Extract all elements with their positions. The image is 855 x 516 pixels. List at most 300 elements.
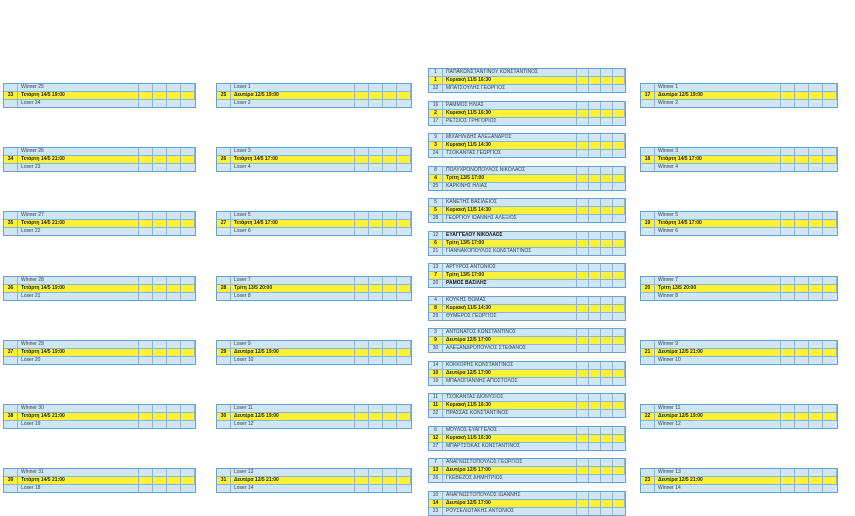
score-cell bbox=[577, 110, 589, 118]
score-cell bbox=[601, 492, 613, 500]
score-cell bbox=[613, 118, 625, 125]
score-cell bbox=[809, 84, 823, 92]
score-cell bbox=[613, 410, 625, 417]
player-bottom: ΚΑΡΚΙΝΗΣ ΗΛΙΑΣ bbox=[443, 183, 577, 190]
score-cell bbox=[589, 110, 601, 118]
score-cell bbox=[355, 164, 369, 171]
score-cell bbox=[795, 156, 809, 164]
winner-round-match-22 bbox=[640, 404, 838, 429]
seed-number: 17 bbox=[429, 118, 443, 125]
score-cell bbox=[139, 477, 153, 485]
score-cell bbox=[369, 405, 383, 413]
score-cell bbox=[795, 485, 809, 492]
score-cell bbox=[383, 485, 397, 492]
score-cell bbox=[601, 215, 613, 222]
slot-top: Winner 31 bbox=[18, 469, 139, 477]
match-time: Τετάρτη 14/5 21:00 bbox=[18, 220, 139, 228]
score-cell bbox=[577, 102, 589, 110]
score-cell bbox=[781, 164, 795, 171]
score-cell bbox=[383, 421, 397, 428]
score-cell bbox=[589, 305, 601, 313]
empty-cell bbox=[641, 485, 655, 492]
score-cell bbox=[601, 77, 613, 85]
seed-number: 3 bbox=[429, 329, 443, 337]
score-cell bbox=[781, 220, 795, 228]
seed-number: 28 bbox=[429, 215, 443, 222]
score-cell bbox=[613, 378, 625, 385]
score-cell bbox=[601, 402, 613, 410]
round1-match-5 bbox=[428, 198, 626, 223]
score-cell bbox=[601, 345, 613, 352]
match-number: 34 bbox=[4, 156, 18, 164]
score-cell bbox=[397, 341, 411, 349]
score-cell bbox=[181, 477, 195, 485]
score-cell bbox=[153, 421, 167, 428]
score-cell bbox=[809, 164, 823, 171]
score-cell bbox=[601, 435, 613, 443]
consolation-match-34 bbox=[3, 147, 196, 172]
score-cell bbox=[589, 329, 601, 337]
score-cell bbox=[167, 92, 181, 100]
loser-round-match-31 bbox=[216, 468, 412, 493]
score-cell bbox=[601, 85, 613, 92]
score-cell bbox=[577, 475, 589, 482]
score-cell bbox=[589, 240, 601, 248]
score-cell bbox=[589, 410, 601, 417]
score-cell bbox=[795, 220, 809, 228]
score-cell bbox=[181, 357, 195, 364]
score-cell bbox=[153, 469, 167, 477]
score-cell bbox=[589, 492, 601, 500]
score-cell bbox=[589, 142, 601, 150]
score-cell bbox=[397, 469, 411, 477]
empty-cell bbox=[217, 228, 231, 235]
score-cell bbox=[181, 405, 195, 413]
slot-top: Winner 29 bbox=[18, 341, 139, 349]
score-cell bbox=[397, 100, 411, 107]
score-cell bbox=[383, 84, 397, 92]
seed-number: 30 bbox=[429, 345, 443, 352]
score-cell bbox=[369, 477, 383, 485]
score-cell bbox=[795, 469, 809, 477]
score-cell bbox=[397, 485, 411, 492]
score-cell bbox=[613, 248, 625, 255]
loser-round-match-28 bbox=[216, 276, 412, 301]
score-cell bbox=[577, 280, 589, 287]
score-cell bbox=[181, 148, 195, 156]
slot-bottom: Loser 10 bbox=[231, 357, 355, 364]
loser-round-match-30 bbox=[216, 404, 412, 429]
score-cell bbox=[823, 293, 837, 300]
score-cell bbox=[383, 212, 397, 220]
score-cell bbox=[601, 467, 613, 475]
score-cell bbox=[139, 349, 153, 357]
seed-number: 13 bbox=[429, 264, 443, 272]
score-cell bbox=[355, 156, 369, 164]
player-top: ΜΙΧΑΗΛΙΔΗΣ ΑΛΕΞΑΝΔΡΟΣ bbox=[443, 134, 577, 142]
winner-round-match-21 bbox=[640, 340, 838, 365]
score-cell bbox=[781, 277, 795, 285]
score-cell bbox=[153, 485, 167, 492]
slot-bottom: Winner 12 bbox=[655, 421, 781, 428]
slot-bottom: Loser 22 bbox=[18, 228, 139, 235]
player-bottom: ΓΚΕΒΕΖΟΣ ΔΗΜΗΤΡΙΟΣ bbox=[443, 475, 577, 482]
slot-bottom: Loser 6 bbox=[231, 228, 355, 235]
match-number: 6 bbox=[429, 240, 443, 248]
score-cell bbox=[613, 329, 625, 337]
loser-round-match-25 bbox=[216, 83, 412, 108]
score-cell bbox=[397, 156, 411, 164]
player-bottom: ΘΥΜΕΡΟΣ ΓΕΩΡΓΙΟΣ bbox=[443, 313, 577, 320]
match-time: Δευτέρα 12/5 19:00 bbox=[231, 413, 355, 421]
player-top: ΠΟΛΥΧΡΟΝΟΠΟΥΛΟΣ ΝΙΚΟΛΑΟΣ bbox=[443, 167, 577, 175]
slot-top: Loser 9 bbox=[231, 341, 355, 349]
score-cell bbox=[369, 212, 383, 220]
seed-number: 26 bbox=[429, 475, 443, 482]
slot-top: Winner 5 bbox=[655, 212, 781, 220]
score-cell bbox=[613, 232, 625, 240]
score-cell bbox=[383, 285, 397, 293]
score-cell bbox=[781, 341, 795, 349]
empty-cell bbox=[4, 164, 18, 171]
match-time: Δευτέρα 12/5 19:00 bbox=[655, 92, 781, 100]
score-cell bbox=[613, 435, 625, 443]
score-cell bbox=[369, 413, 383, 421]
player-top: ΚΟΚΚΟΡΗΣ ΚΩΝΣΤΑΝΤΙΝΟΣ bbox=[443, 362, 577, 370]
score-cell bbox=[577, 134, 589, 142]
match-time: Δευτέρα 12/5 19:00 bbox=[231, 349, 355, 357]
score-cell bbox=[823, 212, 837, 220]
empty-cell bbox=[641, 357, 655, 364]
score-cell bbox=[577, 183, 589, 190]
score-cell bbox=[167, 469, 181, 477]
slot-bottom: Winner 6 bbox=[655, 228, 781, 235]
score-cell bbox=[601, 183, 613, 190]
score-cell bbox=[369, 421, 383, 428]
empty-cell bbox=[4, 212, 18, 220]
score-cell bbox=[601, 443, 613, 450]
score-cell bbox=[369, 164, 383, 171]
score-cell bbox=[601, 427, 613, 435]
match-number: 37 bbox=[4, 349, 18, 357]
seed-number: 29 bbox=[429, 313, 443, 320]
score-cell bbox=[355, 277, 369, 285]
seed-number: 23 bbox=[429, 508, 443, 515]
score-cell bbox=[355, 84, 369, 92]
score-cell bbox=[589, 264, 601, 272]
slot-top: Winner 27 bbox=[18, 212, 139, 220]
score-cell bbox=[369, 285, 383, 293]
match-time: Τρίτη 13/5 17:00 bbox=[443, 175, 577, 183]
score-cell bbox=[601, 313, 613, 320]
match-number: 1 bbox=[429, 77, 443, 85]
score-cell bbox=[397, 212, 411, 220]
score-cell bbox=[577, 370, 589, 378]
score-cell bbox=[167, 156, 181, 164]
score-cell bbox=[795, 277, 809, 285]
empty-cell bbox=[217, 164, 231, 171]
empty-cell bbox=[217, 100, 231, 107]
score-cell bbox=[153, 285, 167, 293]
score-cell bbox=[577, 443, 589, 450]
score-cell bbox=[589, 475, 601, 482]
score-cell bbox=[139, 212, 153, 220]
match-number: 7 bbox=[429, 272, 443, 280]
slot-top: Winner 1 bbox=[655, 84, 781, 92]
match-time: Δευτέρα 12/5 17:00 bbox=[443, 467, 577, 475]
score-cell bbox=[577, 492, 589, 500]
score-cell bbox=[781, 285, 795, 293]
score-cell bbox=[823, 421, 837, 428]
loser-round-match-27 bbox=[216, 211, 412, 236]
slot-top: Winner 9 bbox=[655, 341, 781, 349]
score-cell bbox=[181, 421, 195, 428]
empty-cell bbox=[641, 84, 655, 92]
empty-cell bbox=[217, 421, 231, 428]
slot-bottom: Winner 8 bbox=[655, 293, 781, 300]
match-time: Δευτέρα 12/5 21:00 bbox=[655, 349, 781, 357]
score-cell bbox=[589, 313, 601, 320]
match-time: Τετάρτη 14/5 17:00 bbox=[655, 220, 781, 228]
score-cell bbox=[181, 164, 195, 171]
score-cell bbox=[823, 477, 837, 485]
score-cell bbox=[809, 405, 823, 413]
score-cell bbox=[397, 293, 411, 300]
score-cell bbox=[613, 459, 625, 467]
score-cell bbox=[613, 313, 625, 320]
score-cell bbox=[369, 84, 383, 92]
score-cell bbox=[613, 508, 625, 515]
score-cell bbox=[589, 248, 601, 255]
score-cell bbox=[577, 118, 589, 125]
score-cell bbox=[781, 421, 795, 428]
score-cell bbox=[613, 475, 625, 482]
match-number: 19 bbox=[641, 220, 655, 228]
score-cell bbox=[167, 212, 181, 220]
score-cell bbox=[139, 92, 153, 100]
player-top: ΠΑΠΑΚΩΝΣΤΑΝΤΙΝΟΥ ΚΩΝΣΤΑΝΤΙΝΟΣ bbox=[443, 69, 577, 77]
match-time: Δευτέρα 12/5 17:00 bbox=[443, 500, 577, 508]
score-cell bbox=[153, 477, 167, 485]
score-cell bbox=[397, 477, 411, 485]
score-cell bbox=[355, 92, 369, 100]
score-cell bbox=[383, 156, 397, 164]
score-cell bbox=[167, 148, 181, 156]
score-cell bbox=[613, 102, 625, 110]
score-cell bbox=[167, 100, 181, 107]
score-cell bbox=[613, 337, 625, 345]
score-cell bbox=[139, 148, 153, 156]
slot-bottom: Loser 4 bbox=[231, 164, 355, 171]
score-cell bbox=[601, 142, 613, 150]
slot-top: Winner 30 bbox=[18, 405, 139, 413]
score-cell bbox=[809, 477, 823, 485]
score-cell bbox=[577, 142, 589, 150]
score-cell bbox=[589, 272, 601, 280]
score-cell bbox=[383, 228, 397, 235]
score-cell bbox=[809, 156, 823, 164]
score-cell bbox=[181, 220, 195, 228]
score-cell bbox=[153, 341, 167, 349]
score-cell bbox=[601, 394, 613, 402]
score-cell bbox=[613, 142, 625, 150]
score-cell bbox=[383, 293, 397, 300]
score-cell bbox=[397, 285, 411, 293]
empty-cell bbox=[4, 357, 18, 364]
score-cell bbox=[613, 85, 625, 92]
score-cell bbox=[167, 485, 181, 492]
score-cell bbox=[589, 362, 601, 370]
slot-bottom: Loser 21 bbox=[18, 293, 139, 300]
empty-cell bbox=[4, 100, 18, 107]
score-cell bbox=[823, 220, 837, 228]
score-cell bbox=[153, 100, 167, 107]
score-cell bbox=[781, 413, 795, 421]
score-cell bbox=[601, 69, 613, 77]
empty-cell bbox=[641, 277, 655, 285]
score-cell bbox=[823, 413, 837, 421]
score-cell bbox=[577, 297, 589, 305]
empty-cell bbox=[641, 421, 655, 428]
seed-number: 27 bbox=[429, 443, 443, 450]
empty-cell bbox=[4, 341, 18, 349]
match-number: 30 bbox=[217, 413, 231, 421]
seed-number: 21 bbox=[429, 248, 443, 255]
score-cell bbox=[181, 156, 195, 164]
score-cell bbox=[613, 492, 625, 500]
score-cell bbox=[181, 228, 195, 235]
winner-round-match-23 bbox=[640, 468, 838, 493]
score-cell bbox=[383, 277, 397, 285]
player-top: ΑΡΓΥΡΟΣ ΑΝΤΩΝΙΟΣ bbox=[443, 264, 577, 272]
score-cell bbox=[795, 212, 809, 220]
score-cell bbox=[369, 293, 383, 300]
score-cell bbox=[577, 248, 589, 255]
score-cell bbox=[809, 100, 823, 107]
score-cell bbox=[167, 293, 181, 300]
match-time: Δευτέρα 12/5 17:00 bbox=[443, 337, 577, 345]
loser-round-match-29 bbox=[216, 340, 412, 365]
score-cell bbox=[809, 413, 823, 421]
slot-bottom: Loser 24 bbox=[18, 100, 139, 107]
score-cell bbox=[167, 285, 181, 293]
empty-cell bbox=[217, 357, 231, 364]
score-cell bbox=[809, 421, 823, 428]
player-top: ΜΟΥΛΟΣ ΕΥΑΓΓΕΛΟΣ bbox=[443, 427, 577, 435]
score-cell bbox=[809, 92, 823, 100]
score-cell bbox=[613, 110, 625, 118]
score-cell bbox=[809, 285, 823, 293]
score-cell bbox=[795, 92, 809, 100]
match-time: Κυριακή 11/5 16:30 bbox=[443, 77, 577, 85]
score-cell bbox=[601, 150, 613, 157]
score-cell bbox=[139, 485, 153, 492]
score-cell bbox=[369, 92, 383, 100]
round1-match-10 bbox=[428, 361, 626, 386]
score-cell bbox=[383, 469, 397, 477]
empty-cell bbox=[641, 212, 655, 220]
match-time: Δευτέρα 12/5 19:00 bbox=[231, 92, 355, 100]
score-cell bbox=[139, 293, 153, 300]
score-cell bbox=[601, 459, 613, 467]
score-cell bbox=[153, 228, 167, 235]
match-time: Κυριακή 11/5 16:30 bbox=[443, 110, 577, 118]
slot-top: Winner 7 bbox=[655, 277, 781, 285]
score-cell bbox=[577, 150, 589, 157]
seed-number: 1 bbox=[429, 69, 443, 77]
match-number: 36 bbox=[4, 285, 18, 293]
score-cell bbox=[181, 212, 195, 220]
score-cell bbox=[823, 156, 837, 164]
score-cell bbox=[601, 102, 613, 110]
score-cell bbox=[781, 293, 795, 300]
score-cell bbox=[809, 485, 823, 492]
match-number: 8 bbox=[429, 305, 443, 313]
player-bottom: ΜΠΑΛΟΓΙΑΝΝΗΣ ΑΠΟΣΤΟΛΟΣ bbox=[443, 378, 577, 385]
score-cell bbox=[355, 405, 369, 413]
score-cell bbox=[397, 84, 411, 92]
score-cell bbox=[153, 405, 167, 413]
match-time: Κυριακή 11/5 14:30 bbox=[443, 305, 577, 313]
winner-round-match-19 bbox=[640, 211, 838, 236]
score-cell bbox=[181, 485, 195, 492]
round1-match-2 bbox=[428, 101, 626, 126]
match-time: Τρίτη 13/5 20:00 bbox=[231, 285, 355, 293]
empty-cell bbox=[217, 84, 231, 92]
player-bottom: ΡΕΤΣΙΟΣ ΓΡΗΓΟΡΙΟΣ bbox=[443, 118, 577, 125]
score-cell bbox=[355, 220, 369, 228]
winner-round-match-17 bbox=[640, 83, 838, 108]
match-number: 25 bbox=[217, 92, 231, 100]
score-cell bbox=[139, 357, 153, 364]
score-cell bbox=[577, 167, 589, 175]
player-bottom: ΡΑΜΟΣ ΒΑΣΙΛΗΣ bbox=[443, 280, 577, 287]
score-cell bbox=[577, 467, 589, 475]
score-cell bbox=[589, 435, 601, 443]
empty-cell bbox=[641, 341, 655, 349]
empty-cell bbox=[217, 341, 231, 349]
score-cell bbox=[823, 277, 837, 285]
score-cell bbox=[369, 148, 383, 156]
score-cell bbox=[589, 167, 601, 175]
winner-round-match-18 bbox=[640, 147, 838, 172]
score-cell bbox=[809, 349, 823, 357]
score-cell bbox=[809, 277, 823, 285]
score-cell bbox=[167, 421, 181, 428]
score-cell bbox=[589, 500, 601, 508]
score-cell bbox=[601, 475, 613, 482]
consolation-match-33 bbox=[3, 83, 196, 108]
score-cell bbox=[167, 477, 181, 485]
score-cell bbox=[781, 477, 795, 485]
round1-match-4 bbox=[428, 166, 626, 191]
score-cell bbox=[601, 240, 613, 248]
match-number: 3 bbox=[429, 142, 443, 150]
consolation-match-37 bbox=[3, 340, 196, 365]
score-cell bbox=[795, 228, 809, 235]
score-cell bbox=[589, 297, 601, 305]
score-cell bbox=[153, 413, 167, 421]
score-cell bbox=[139, 285, 153, 293]
score-cell bbox=[577, 410, 589, 417]
score-cell bbox=[781, 469, 795, 477]
score-cell bbox=[577, 427, 589, 435]
score-cell bbox=[781, 100, 795, 107]
player-top: ΤΣΟΚΑΝΤΑΣ ΔΙΟΝΥΣΙΟΣ bbox=[443, 394, 577, 402]
round1-match-3 bbox=[428, 133, 626, 158]
score-cell bbox=[181, 293, 195, 300]
slot-top: Winner 26 bbox=[18, 148, 139, 156]
